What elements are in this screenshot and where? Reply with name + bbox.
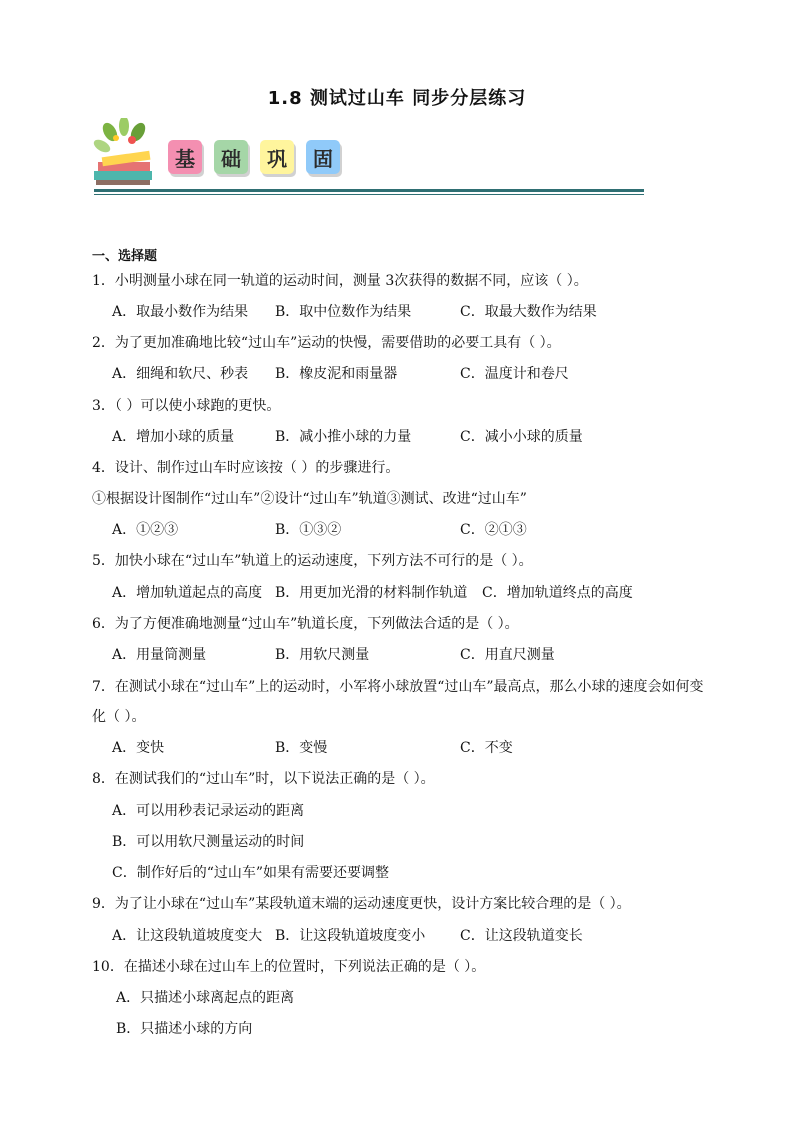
- option-b: B．只描述小球的方向: [116, 1021, 253, 1037]
- section-title: 一、选择题: [92, 249, 158, 264]
- option-c: C．让这段轨道变长: [460, 928, 583, 944]
- option-b: B．让这段轨道坡度变小: [275, 928, 426, 944]
- divider-thick: [94, 189, 644, 192]
- question-9: 9．为了让小球在“过山车”某段轨道末端的运动速度更快，设计方案比较合理的是（ ）。: [92, 896, 631, 912]
- option-a: A．可以用秒表记录运动的距离: [112, 803, 305, 819]
- option-c: C．②①③: [460, 522, 527, 538]
- question-4: 4．设计、制作过山车时应该按（ ）的步骤进行。: [92, 460, 400, 476]
- option-a: A．只描述小球离起点的距离: [116, 990, 295, 1006]
- question-1: 1．小明测量小球在同一轨道的运动时间，测量 3次获得的数据不同，应该（ ）。: [92, 273, 588, 289]
- option-b: B．减小推小球的力量: [275, 429, 412, 445]
- option-c: C．制作好后的“过山车”如果有需要还要调整: [112, 865, 390, 881]
- page-title: 1.8 测试过山车 同步分层练习: [267, 88, 527, 109]
- option-c: C．用直尺测量: [460, 647, 555, 663]
- option-b: B．可以用软尺测量运动的时间: [112, 834, 305, 850]
- option-a: A．①②③: [112, 522, 179, 538]
- option-c: C．不变: [460, 740, 513, 756]
- option-a: A．增加轨道起点的高度: [112, 585, 263, 601]
- banner-tile-4: 固: [306, 140, 340, 174]
- question-3: 3．（ ）可以使小球跑的更快。: [92, 398, 281, 414]
- option-b: B．变慢: [275, 740, 328, 756]
- question-6: 6．为了方便准确地测量“过山车”轨道长度，下列做法合适的是（ ）。: [92, 616, 519, 632]
- section-banner: [88, 118, 648, 198]
- divider-thin: [94, 194, 644, 195]
- question-4-steps: ①根据设计图制作“过山车”②设计“过山车”轨道③测试、改进“过山车”: [92, 491, 527, 507]
- option-c: C．增加轨道终点的高度: [482, 585, 633, 601]
- option-a: A．用量筒测量: [112, 647, 207, 663]
- question-10: 10．在描述小球在过山车上的位置时，下列说法正确的是（ ）。: [92, 959, 486, 975]
- option-b: B．橡皮泥和雨量器: [275, 366, 398, 382]
- question-2: 2．为了更加准确地比较“过山车”运动的快慢，需要借助的必要工具有（ ）。: [92, 335, 561, 351]
- question-5: 5．加快小球在“过山车”轨道上的运动速度，下列方法不可行的是（ ）。: [92, 553, 533, 569]
- banner-tile-3: 巩: [260, 140, 294, 174]
- question-8: 8．在测试我们的“过山车”时，以下说法正确的是（ ）。: [92, 771, 435, 787]
- option-a: A．变快: [112, 740, 165, 756]
- option-a: A．增加小球的质量: [112, 429, 235, 445]
- option-a: A．细绳和软尺、秒表: [112, 366, 249, 382]
- banner-tile-2: 础: [214, 140, 248, 174]
- books-plant-icon: [88, 118, 168, 188]
- option-c: C．取最大数作为结果: [460, 304, 597, 320]
- question-7-cont: 化（ ）。: [92, 709, 146, 725]
- option-c: C．减小小球的质量: [460, 429, 583, 445]
- option-a: A．让这段轨道坡度变大: [112, 928, 263, 944]
- option-b: B．取中位数作为结果: [275, 304, 412, 320]
- option-a: A．取最小数作为结果: [112, 304, 249, 320]
- option-b: B．用软尺测量: [275, 647, 370, 663]
- option-b: B．用更加光滑的材料制作轨道: [275, 585, 468, 601]
- option-b: B．①③②: [275, 522, 342, 538]
- banner-tile-1: 基: [168, 140, 202, 174]
- question-7: 7．在测试小球在“过山车”上的运动时，小军将小球放置“过山车”最高点，那么小球的速度会如何变: [92, 679, 704, 695]
- option-c: C．温度计和卷尺: [460, 366, 569, 382]
